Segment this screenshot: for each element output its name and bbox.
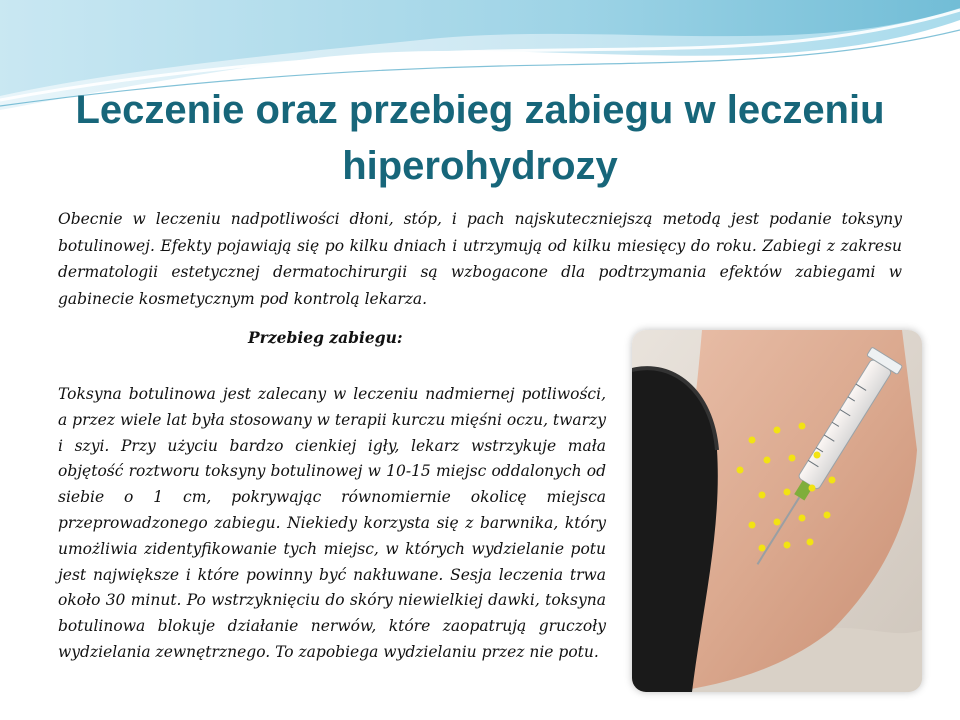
slide-title: Leczenie oraz przebieg zabiegu w leczeniu hiperohydrozy (75, 88, 885, 188)
procedure-paragraph: Toksyna botulinowa jest zalecany w leczeniu nadmiernej potliwości, a przez wiele lat była stosowany w terapii kurczu mięśni oczu, twarzy i szyi. Przy użyciu bardzo cienkiej igły, lekarz wstrzykuje mała objętość roztworu toksyny botulinowej w 10-15 miejsc oddalonych od siebie o 1 cm, pokrywając równomiernie okolicę miejsca przeprowadzonego zabiegu. Niekiedy korzysta się z barwnika, który umożliwia zidentyfikowanie tych miejsc, w których wydzielanie potu jest największe i które powinny być nakłuwane. Sesja leczenia trwa około 30 minut. Po wstrzyknięciu do skóry niewielkiej dawki, toksyna botulinowa blokuje działanie nerwów, które zaopatrują gruczoły wydzielania zewnętrznego. To zapobiega wydzielaniu przez nie potu. (58, 385, 606, 661)
procedure-heading: Przebieg zabiegu: (248, 328, 403, 347)
intro-paragraph: Obecnie w leczeniu nadpotliwości dłoni, stóp, i pach najskuteczniejszą metodą jest podanie toksyny botulinowej. Efekty pojawiają się po kilku dniach i utrzymują od kilku miesięcy do roku. Zabiegi z zakresu dermatologii estetycznej dermatochirurgii są wzbogacone dla podtrzymania efektów zabiegami w gabinecie kosmetycznym pod kontrolą lekarza. (58, 210, 902, 308)
underarm-injection-photo (632, 330, 922, 692)
